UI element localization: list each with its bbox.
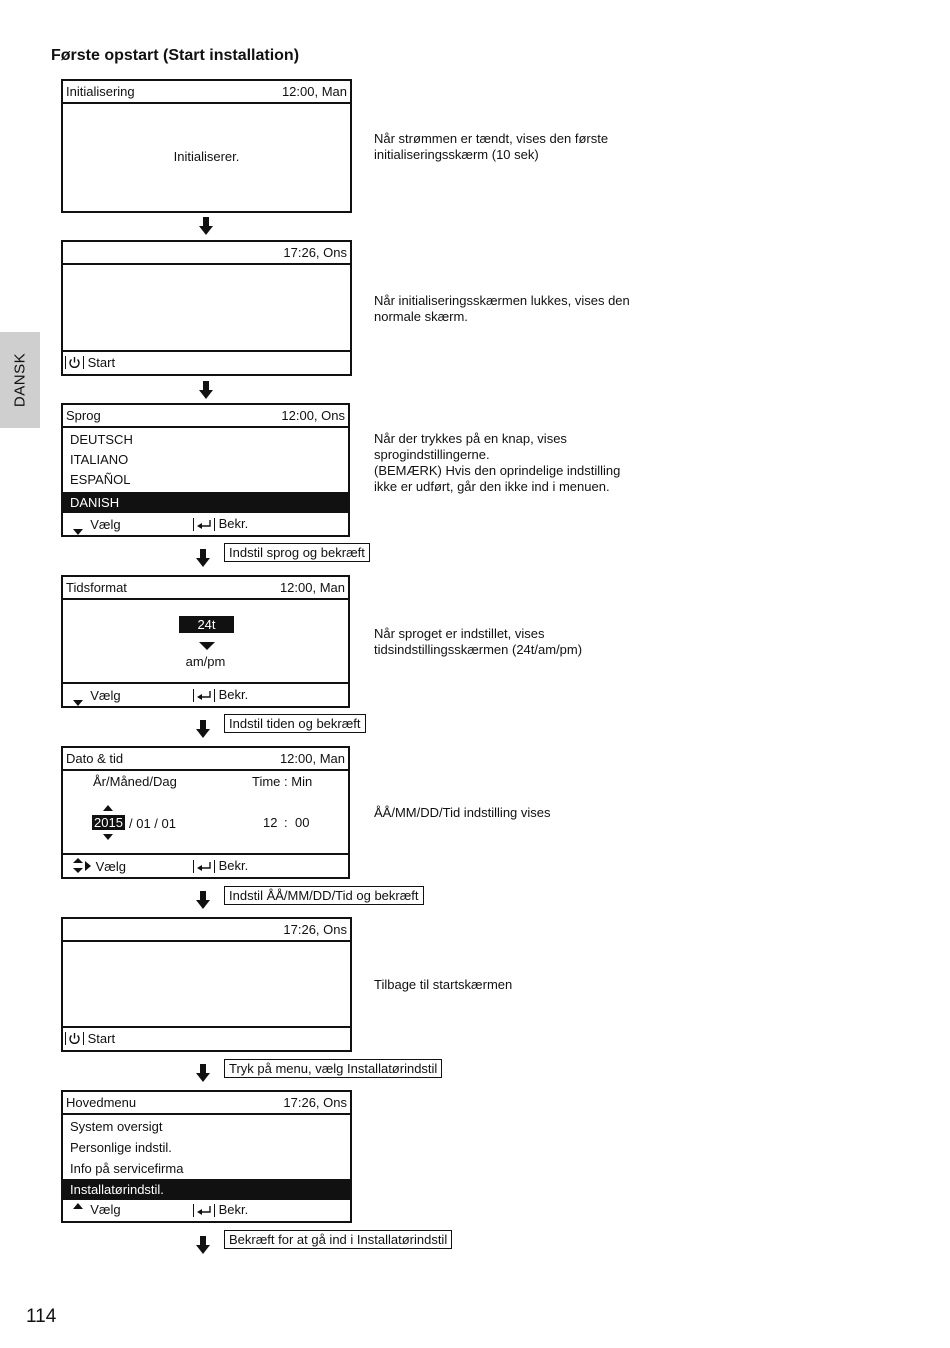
screen-title: Dato & tid [66,751,124,766]
screen-clock: 12:00, Man [281,84,347,99]
screen-header [63,405,348,428]
power-icon [65,1032,84,1045]
down-triangle-icon [103,834,113,840]
screen-clock: 17:26, Ons [283,922,347,937]
time-column-label: Time : Min [252,774,313,789]
time-format-24h-option[interactable]: 24t [179,616,234,633]
enter-icon [193,518,215,531]
language-side-tab [0,332,40,428]
language-option[interactable]: ITALIANO [70,452,129,467]
language-option-selected[interactable]: DANISH [63,492,348,513]
year-field[interactable]: 2015 [94,815,123,830]
down-arrow-icon [196,720,210,738]
down-arrow-icon [196,549,210,567]
screen-footer [63,1197,350,1221]
date-column-label: År/Måned/Dag [93,774,177,789]
down-triangle-icon [73,529,83,535]
screen-header [63,748,348,771]
language-screen [61,403,350,537]
screen-title: Initialisering [66,84,135,99]
description-3 [374,431,634,495]
down-triangle-icon [199,642,215,650]
minute-field[interactable]: 00 [295,815,310,830]
menu-item[interactable]: Info på servicefirma [70,1161,184,1176]
date-time-screen [61,746,350,879]
select-label: Vælg [90,517,121,532]
time-format-ampm-option[interactable]: am/pm [185,654,226,669]
main-menu-screen [61,1090,352,1223]
step-label: Bekræft for at gå ind i Installatørindstil [224,1230,452,1249]
screen-clock: 12:00, Ons [281,408,345,423]
updown-right-arrows-icon [72,858,92,874]
menu-item-selected[interactable]: Installatørindstil. [63,1179,350,1200]
screen-footer [63,682,348,706]
down-triangle-icon [73,700,83,706]
screen-clock: 12:00, Man [279,751,345,766]
description-6: Tilbage til startskærmen [374,977,513,992]
step-label: Indstil sprog og bekræft [224,543,370,562]
screen-header [63,81,350,104]
select-label: Vælg [95,859,126,874]
step-label: Indstil ÅÅ/MM/DD/Tid og bekræft [224,886,424,905]
time-separator: : [284,815,288,830]
normal-screen [61,917,352,1052]
screen-header [63,577,348,600]
menu-item[interactable]: Personlige indstil. [70,1140,172,1155]
description-4: Når sproget er indstillet, vises tidsindstillingsskærmen (24t/am/pm) [374,626,583,657]
step-label: Indstil tiden og bekræft [224,714,366,733]
language-option[interactable]: ESPAÑOL [70,472,131,487]
screen-footer [63,853,348,877]
enter-icon [193,1204,215,1217]
screen-header [63,919,350,942]
init-message: Initialiserer. [173,149,240,164]
confirm-label: Bekr. [218,516,249,531]
screen-header [63,1092,350,1115]
screen-clock: 17:26, Ons [283,245,347,260]
down-arrow-icon [199,217,213,235]
screen-title: Tidsformat [66,580,127,595]
screen-title: Hovedmenu [66,1095,137,1110]
screen-clock: 12:00, Man [279,580,345,595]
select-label: Vælg [90,688,121,703]
enter-icon [193,860,215,873]
time-format-screen [61,575,350,708]
hour-field[interactable]: 12 [263,815,278,830]
select-label: Vælg [90,1202,121,1217]
description-3-note: (BEMÆRK) Hvis den oprindelige indstilling ikke er udført, går den ikke ind i menuen. [374,463,621,494]
up-triangle-icon [103,805,113,811]
init-screen [61,79,352,213]
description-2: Når initialiseringsskærmen lukkes, vises den normale skærm. [374,293,630,324]
screen-clock: 17:26, Ons [283,1095,347,1110]
down-arrow-icon [196,891,210,909]
page-number: 114 [26,1306,57,1327]
description-5: ÅÅ/MM/DD/Tid indstilling vises [374,805,551,820]
confirm-label: Bekr. [218,858,249,873]
down-arrow-icon [196,1064,210,1082]
down-arrow-icon [196,1236,210,1254]
confirm-label: Bekr. [218,1202,249,1217]
side-tab-label: DANSK [11,352,29,408]
confirm-label: Bekr. [218,687,249,702]
enter-icon [193,689,215,702]
up-triangle-icon [73,1203,83,1209]
description-3-text: Når der trykkes på en knap, vises sprogindstillingerne. [374,431,567,462]
screen-footer [63,350,350,374]
step-label: Tryk på menu, vælg Installatørindstil [224,1059,442,1078]
screen-header [63,242,350,265]
menu-item[interactable]: System oversigt [70,1119,163,1134]
screen-title: Sprog [66,408,101,423]
power-icon [65,356,84,369]
month-day-field[interactable]: / 01 / 01 [129,816,176,831]
start-label: Start [87,1031,116,1046]
language-option[interactable]: DEUTSCH [70,432,133,447]
screen-footer [63,511,348,535]
normal-screen [61,240,352,376]
screen-footer [63,1026,350,1050]
page-title: Første opstart (Start installation) [51,47,300,64]
down-arrow-icon [199,381,213,399]
description-1: Når strømmen er tændt, vises den første initialiseringsskærm (10 sek) [374,131,609,162]
start-label: Start [87,355,116,370]
